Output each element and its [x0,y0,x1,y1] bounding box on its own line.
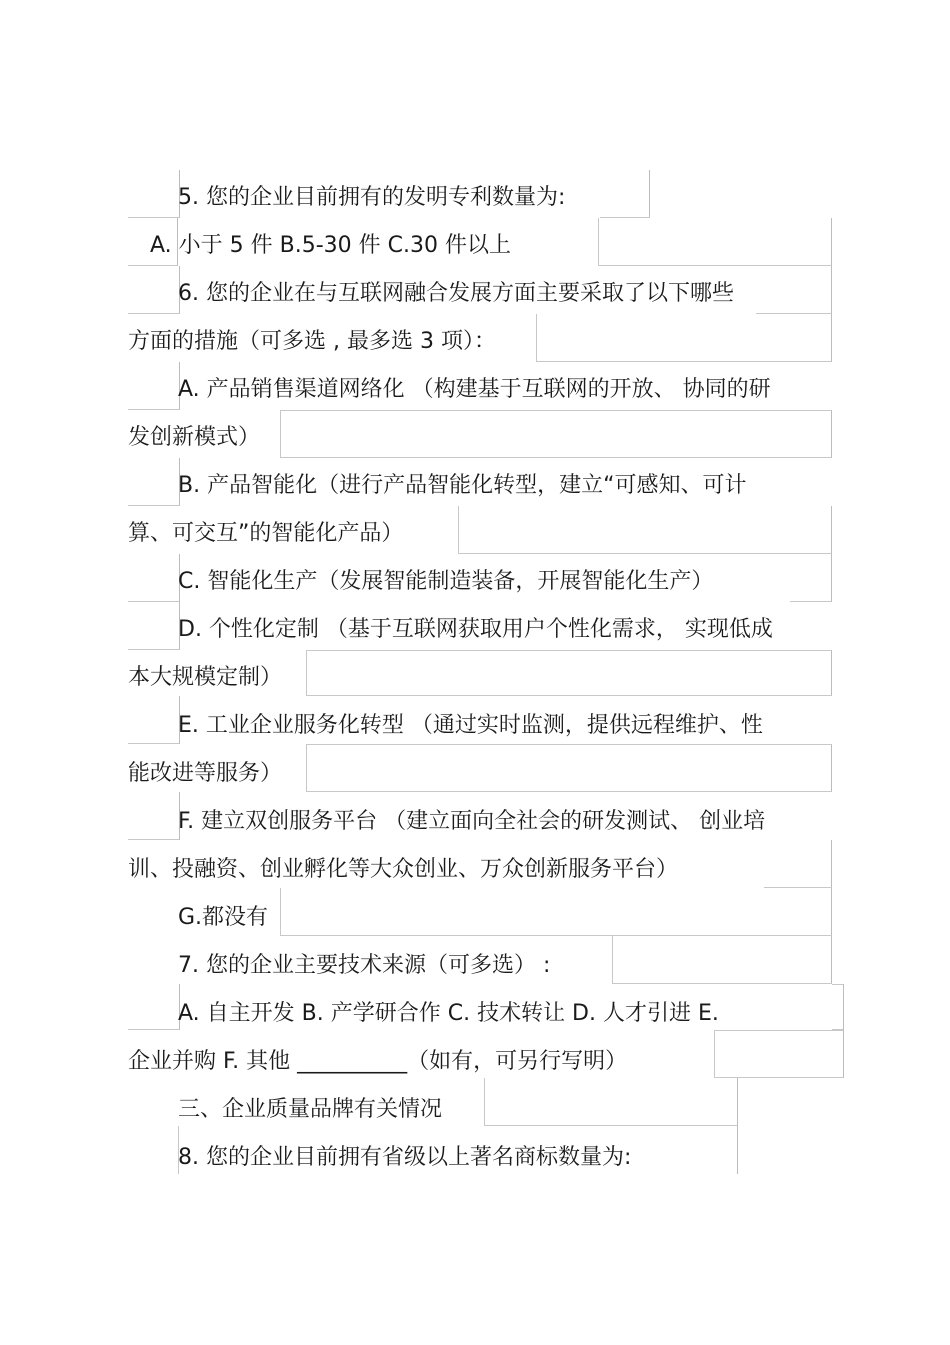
cell-outline [128,792,180,840]
cell-outline [128,554,180,602]
question-6-cont: 方面的措施（可多选 , 最多选 3 项）： [128,329,496,354]
cell-outline [128,362,180,410]
cell-outline [536,314,832,362]
question-7-options: A. 自主开发 B. 产学研合作 C. 技术转让 D. 人才引进 E. [178,1001,719,1026]
cell-outline [306,744,832,792]
question-7: 7. 您的企业主要技术来源（可多选） : [178,953,551,978]
question-8: 8. 您的企业目前拥有省级以上著名商标数量为: [178,1145,632,1170]
cell-outline [128,458,180,506]
cell-outline [128,696,180,744]
option-6e: E. 工业企业服务化转型 （通过实时监测，提供远程维护、性 [178,713,763,738]
question-5: 5. 您的企业目前拥有的发明专利数量为: [178,185,566,210]
cell-outline [598,218,832,266]
cell-outline [714,1030,844,1078]
option-6g: G.都没有 [178,905,269,930]
option-6c: C. 智能化生产（发展智能制造装备，开展智能化生产） [178,569,714,594]
option-6e-cont: 能改进等服务） [128,761,283,786]
option-6b-cont: 算、可交互”的智能化产品） [128,521,404,546]
cell-outline [306,650,832,696]
cell-outline [600,170,650,218]
option-6a: A. 产品销售渠道网络化 （构建基于互联网的开放、 协同的研 [178,377,771,402]
cell-outline [764,840,832,888]
option-6b: B. 产品智能化（进行产品智能化转型，建立“可感知、可计 [178,473,747,498]
section-3-heading: 三、企业质量品牌有关情况 [178,1097,443,1122]
cell-outline [128,170,180,218]
option-6f-cont: 训、投融资、创业孵化等大众创业、万众创新服务平台） [128,857,679,882]
cell-outline [280,888,832,936]
cell-outline [458,506,832,554]
question-7-options-cont: 企业并购 F. 其他 __________（如有，可另行写明） [128,1049,628,1074]
cell-outline [756,266,832,314]
cell-outline [128,984,180,1030]
question-6: 6. 您的企业在与互联网融合发展方面主要采取了以下哪些 [178,281,734,306]
cell-outline [128,266,180,314]
question-5-options: A. 小于 5 件 B.5-30 件 C.30 件以上 [150,233,511,258]
option-6d-cont: 本大规模定制） [128,665,283,690]
option-6d: D. 个性化定制 （基于互联网获取用户个性化需求， 实现低成 [178,617,773,642]
cell-outline [484,1078,738,1126]
cell-outline [612,936,832,984]
cell-outline [790,554,832,602]
cell-outline [832,984,844,1030]
cell-outline [128,602,180,650]
option-6a-cont: 发创新模式） [128,425,261,450]
cell-outline [280,410,832,458]
option-6f: F. 建立双创服务平台 （建立面向全社会的研发测试、 创业培 [178,809,766,834]
